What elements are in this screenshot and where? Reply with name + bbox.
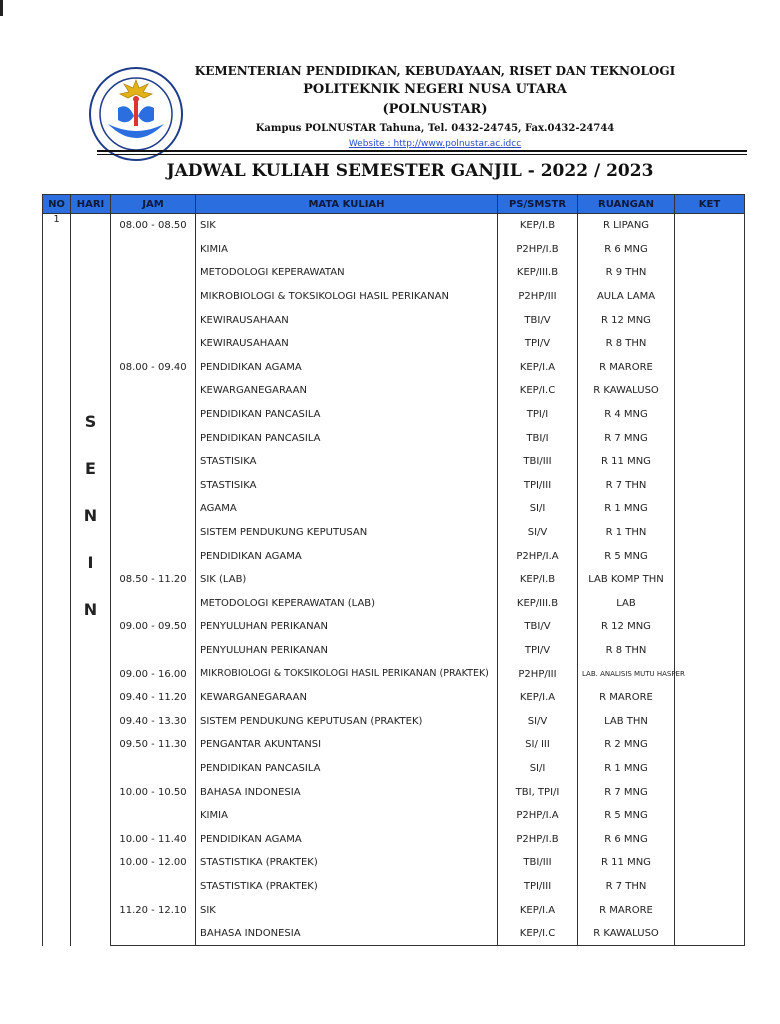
course-cell: METODOLOGI KEPERAWATAN (LAB) (196, 592, 498, 616)
notes-cell (675, 827, 745, 851)
campus-contact: Kampus POLNUSTAR Tahuna, Tel. 0432-24745, Fax.0432-24744 (255, 123, 615, 134)
time-cell (111, 332, 196, 356)
program-cell: SI/V (498, 521, 578, 545)
course-cell: AGAMA (196, 497, 498, 521)
letterhead-text (185, 62, 685, 151)
notes-cell (675, 238, 745, 262)
program-cell: KEP/III.B (498, 261, 578, 285)
course-cell: PENYULUHAN PERIKANAN (196, 639, 498, 663)
table-row (43, 568, 745, 592)
program-cell: TPI/V (498, 332, 578, 356)
room-cell: R 6 MNG (578, 238, 675, 262)
table-row (43, 308, 745, 332)
table-row (43, 827, 745, 851)
notes-cell (675, 214, 745, 238)
course-cell: STASTISIKA (196, 474, 498, 498)
course-cell: STASTISTIKA (PRAKTEK) (196, 851, 498, 875)
program-cell: TBI/III (498, 450, 578, 474)
program-cell: P2HP/I.A (498, 544, 578, 568)
program-cell: SI/I (498, 757, 578, 781)
table-row (43, 403, 745, 427)
room-cell: R LIPANG (578, 214, 675, 238)
notes-cell (675, 450, 745, 474)
day-letter: I (87, 553, 94, 572)
course-cell: SIK (196, 214, 498, 238)
notes-cell (675, 804, 745, 828)
notes-cell (675, 686, 745, 710)
notes-cell (675, 875, 745, 899)
room-cell: LAB KOMP THN (578, 568, 675, 592)
program-cell: SI/I (498, 497, 578, 521)
notes-cell (675, 780, 745, 804)
time-cell (111, 474, 196, 498)
day-letter: S (84, 412, 97, 431)
table-row (43, 238, 745, 262)
notes-cell (675, 474, 745, 498)
notes-cell (675, 332, 745, 356)
course-cell: SIK (196, 898, 498, 922)
course-cell: SIK (LAB) (196, 568, 498, 592)
program-cell: TPI/III (498, 474, 578, 498)
notes-cell (675, 285, 745, 309)
course-cell: PENGANTAR AKUNTANSI (196, 733, 498, 757)
room-cell: R 1 THN (578, 521, 675, 545)
header-course: MATA KULIAH (196, 195, 498, 214)
time-cell (111, 450, 196, 474)
notes-cell (675, 379, 745, 403)
program-cell: P2HP/I.B (498, 827, 578, 851)
room-cell: R 9 THN (578, 261, 675, 285)
time-cell (111, 804, 196, 828)
notes-cell (675, 639, 745, 663)
course-cell: KEWARGANEGARAAN (196, 686, 498, 710)
notes-cell (675, 662, 745, 686)
table-row (43, 261, 745, 285)
room-cell: R KAWALUSO (578, 379, 675, 403)
room-cell: R 12 MNG (578, 308, 675, 332)
day-letter: N (83, 506, 98, 525)
time-cell (111, 426, 196, 450)
program-cell: KEP/I.C (498, 379, 578, 403)
table-row (43, 898, 745, 922)
table-row (43, 922, 745, 946)
time-cell (111, 544, 196, 568)
table-row (43, 332, 745, 356)
table-row (43, 474, 745, 498)
course-cell: BAHASA INDONESIA (196, 780, 498, 804)
course-cell: PENDIDIKAN PANCASILA (196, 403, 498, 427)
table-row (43, 757, 745, 781)
letterhead (0, 0, 768, 160)
header-time: JAM (111, 195, 196, 214)
time-cell (111, 497, 196, 521)
course-cell: PENDIDIKAN AGAMA (196, 827, 498, 851)
day-letter: E (85, 459, 96, 478)
room-cell: R 1 MNG (578, 757, 675, 781)
time-cell (111, 285, 196, 309)
time-cell (111, 379, 196, 403)
course-cell: BAHASA INDONESIA (196, 922, 498, 946)
time-cell: 08.00 - 09.40 (111, 356, 196, 380)
program-cell: P2HP/I.A (498, 804, 578, 828)
table-header-row (43, 195, 745, 214)
course-cell: KEWARGANEGARAAN (196, 379, 498, 403)
time-cell (111, 757, 196, 781)
course-cell: STASTISTIKA (PRAKTEK) (196, 875, 498, 899)
program-cell: P2HP/III (498, 285, 578, 309)
room-cell: R MARORE (578, 898, 675, 922)
table-row (43, 662, 745, 686)
time-cell (111, 238, 196, 262)
room-cell: LAB THN (578, 709, 675, 733)
notes-cell (675, 709, 745, 733)
program-cell: TBI/V (498, 615, 578, 639)
table-row (43, 639, 745, 663)
notes-cell (675, 426, 745, 450)
notes-cell (675, 568, 745, 592)
time-cell (111, 521, 196, 545)
header-rule-thick (97, 150, 747, 152)
program-cell: TBI/V (498, 308, 578, 332)
table-row (43, 709, 745, 733)
polnustar-logo-icon (88, 66, 184, 162)
room-cell: R 5 MNG (578, 544, 675, 568)
time-cell (111, 922, 196, 946)
table-row (43, 686, 745, 710)
notes-cell (675, 521, 745, 545)
time-cell: 11.20 - 12.10 (111, 898, 196, 922)
course-cell: PENDIDIKAN AGAMA (196, 356, 498, 380)
program-cell: KEP/I.A (498, 686, 578, 710)
course-cell: KEWIRAUSAHAAN (196, 332, 498, 356)
course-cell: PENDIDIKAN AGAMA (196, 544, 498, 568)
table-row (43, 733, 745, 757)
room-cell: R 7 THN (578, 875, 675, 899)
website-link[interactable]: Website : http://www.polnustar.ac.idcc (348, 139, 522, 149)
time-cell: 09.00 - 16.00 (111, 662, 196, 686)
room-cell: R 11 MNG (578, 851, 675, 875)
notes-cell (675, 615, 745, 639)
day-letter: N (83, 600, 98, 619)
header-no: NO (43, 195, 71, 214)
notes-cell (675, 497, 745, 521)
table-row (43, 780, 745, 804)
program-cell: TPI/III (498, 875, 578, 899)
day-cell (71, 214, 111, 946)
room-cell: R 12 MNG (578, 615, 675, 639)
header-day: HARI (71, 195, 111, 214)
time-cell: 10.00 - 12.00 (111, 851, 196, 875)
table-row (43, 285, 745, 309)
time-cell: 09.00 - 09.50 (111, 615, 196, 639)
header-program: PS/SMSTR (498, 195, 578, 214)
notes-cell (675, 261, 745, 285)
time-cell (111, 592, 196, 616)
room-cell: R 5 MNG (578, 804, 675, 828)
program-cell: TBI/I (498, 426, 578, 450)
table-row (43, 214, 745, 238)
notes-cell (675, 403, 745, 427)
room-cell: R 1 MNG (578, 497, 675, 521)
table-row (43, 544, 745, 568)
program-cell: TPI/V (498, 639, 578, 663)
room-cell: R 6 MNG (578, 827, 675, 851)
notes-cell (675, 544, 745, 568)
room-cell: LAB. ANALISIS MUTU HASPER (578, 662, 675, 686)
room-cell: R MARORE (578, 686, 675, 710)
table-row (43, 497, 745, 521)
room-cell: R MARORE (578, 356, 675, 380)
time-cell (111, 261, 196, 285)
room-cell: R 2 MNG (578, 733, 675, 757)
time-cell: 09.40 - 13.30 (111, 709, 196, 733)
program-cell: P2HP/III (498, 662, 578, 686)
room-cell: R 7 MNG (578, 426, 675, 450)
header-rule-thin (97, 154, 747, 155)
program-cell: TBI, TPI/I (498, 780, 578, 804)
header-notes: KET (675, 195, 745, 214)
room-cell: LAB (578, 592, 675, 616)
time-cell: 09.40 - 11.20 (111, 686, 196, 710)
time-cell: 09.50 - 11.30 (111, 733, 196, 757)
notes-cell (675, 757, 745, 781)
notes-cell (675, 356, 745, 380)
time-cell: 10.00 - 10.50 (111, 780, 196, 804)
notes-cell (675, 592, 745, 616)
course-cell: SISTEM PENDUKUNG KEPUTUSAN (196, 521, 498, 545)
program-cell: KEP/I.A (498, 898, 578, 922)
program-cell: TBI/III (498, 851, 578, 875)
notes-cell (675, 851, 745, 875)
course-cell: KIMIA (196, 238, 498, 262)
time-cell (111, 403, 196, 427)
school-short-name: (POLNUSTAR) (382, 102, 488, 117)
course-cell: MIKROBIOLOGI & TOKSIKOLOGI HASIL PERIKANAN (196, 285, 498, 309)
time-cell (111, 875, 196, 899)
course-cell: PENDIDIKAN PANCASILA (196, 757, 498, 781)
room-cell: R 11 MNG (578, 450, 675, 474)
room-cell: R 8 THN (578, 332, 675, 356)
schedule-title: JADWAL KULIAH SEMESTER GANJIL - 2022 / 2023 (166, 161, 654, 181)
program-cell: KEP/I.C (498, 922, 578, 946)
time-cell (111, 639, 196, 663)
program-cell: SI/V (498, 709, 578, 733)
time-cell (111, 308, 196, 332)
course-cell: KIMIA (196, 804, 498, 828)
program-cell: KEP/I.B (498, 568, 578, 592)
notes-cell (675, 733, 745, 757)
notes-cell (675, 922, 745, 946)
notes-cell (675, 308, 745, 332)
table-row (43, 450, 745, 474)
course-cell: PENYULUHAN PERIKANAN (196, 615, 498, 639)
table-row (43, 804, 745, 828)
program-cell: P2HP/I.B (498, 238, 578, 262)
notes-cell (675, 898, 745, 922)
time-cell: 10.00 - 11.40 (111, 827, 196, 851)
header-room: RUANGAN (578, 195, 675, 214)
room-cell: R 7 MNG (578, 780, 675, 804)
program-cell: KEP/I.A (498, 356, 578, 380)
time-cell: 08.50 - 11.20 (111, 568, 196, 592)
course-cell: METODOLOGI KEPERAWATAN (196, 261, 498, 285)
program-cell: TPI/I (498, 403, 578, 427)
course-cell: STASTISIKA (196, 450, 498, 474)
course-cell: SISTEM PENDUKUNG KEPUTUSAN (PRAKTEK) (196, 709, 498, 733)
table-row (43, 875, 745, 899)
row-number: 1 (43, 214, 71, 946)
schedule-table (42, 194, 745, 946)
room-cell: R 7 THN (578, 474, 675, 498)
time-cell: 08.00 - 08.50 (111, 214, 196, 238)
program-cell: SI/ III (498, 733, 578, 757)
table-row (43, 592, 745, 616)
ministry-name: KEMENTERIAN PENDIDIKAN, KEBUDAYAAN, RISET DAN TEKNOLOGI (194, 64, 676, 78)
course-cell: PENDIDIKAN PANCASILA (196, 426, 498, 450)
course-cell: MIKROBIOLOGI & TOKSIKOLOGI HASIL PERIKANAN (PRAKTEK) (196, 662, 498, 686)
room-cell: AULA LAMA (578, 285, 675, 309)
room-cell: R 8 THN (578, 639, 675, 663)
table-row (43, 521, 745, 545)
school-name: POLITEKNIK NEGERI NUSA UTARA (303, 82, 567, 97)
table-row (43, 615, 745, 639)
program-cell: KEP/III.B (498, 592, 578, 616)
day-letters (75, 214, 106, 645)
course-cell: KEWIRAUSAHAAN (196, 308, 498, 332)
table-row (43, 851, 745, 875)
table-row (43, 356, 745, 380)
program-cell: KEP/I.B (498, 214, 578, 238)
table-row (43, 379, 745, 403)
room-cell: R 4 MNG (578, 403, 675, 427)
table-row (43, 426, 745, 450)
room-cell: R KAWALUSO (578, 922, 675, 946)
